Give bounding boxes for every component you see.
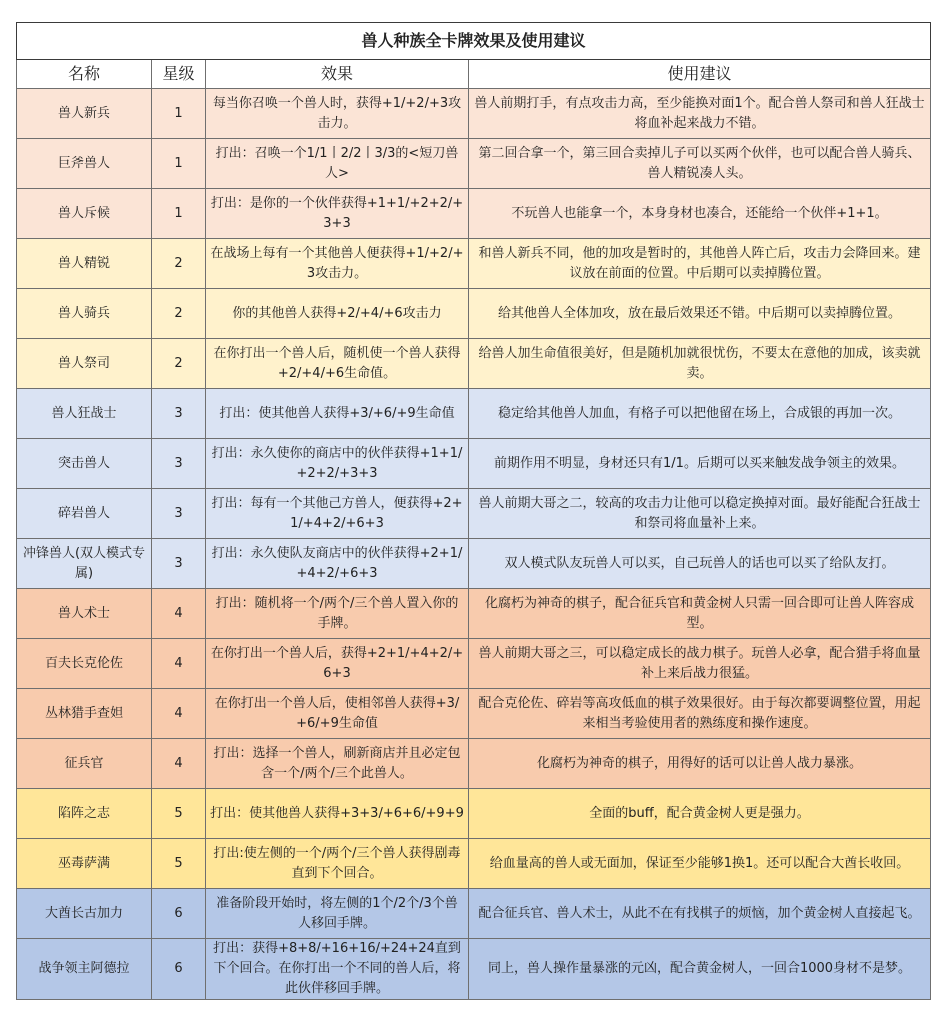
effect-cell: 打出:使左侧的一个/两个/三个兽人获得剧毒直到下个回合。 — [206, 839, 469, 889]
effect-cell: 在你打出一个兽人后，随机使一个兽人获得+2/+4/+6生命值。 — [206, 339, 469, 389]
star-cell: 3 — [152, 389, 206, 439]
effect-cell: 打出：选择一个兽人，刷新商店并且必定包含一个/两个/三个此兽人。 — [206, 739, 469, 789]
table-title: 兽人种族全卡牌效果及使用建议 — [17, 23, 931, 60]
star-cell: 1 — [152, 139, 206, 189]
effect-cell: 打出：永久使你的商店中的伙伴获得+1+1/+2+2/+3+3 — [206, 439, 469, 489]
card-table-container — [16, 22, 930, 1000]
card-name-cell: 兽人术士 — [17, 589, 152, 639]
table-row — [17, 189, 931, 239]
table-row — [17, 139, 931, 189]
header-row — [17, 60, 931, 89]
advice-cell: 双人模式队友玩兽人可以买，自己玩兽人的话也可以买了给队友打。 — [469, 539, 931, 589]
card-name-cell: 陷阵之志 — [17, 789, 152, 839]
header-effect: 效果 — [206, 60, 469, 89]
advice-cell: 同上，兽人操作量暴涨的元凶，配合黄金树人，一回合1000身材不是梦。 — [469, 939, 931, 1000]
card-name-cell: 冲锋兽人(双人模式专属) — [17, 539, 152, 589]
effect-cell: 准备阶段开始时，将左侧的1个/2个/3个兽人移回手牌。 — [206, 889, 469, 939]
header-name: 名称 — [17, 60, 152, 89]
card-name-cell: 征兵官 — [17, 739, 152, 789]
star-cell: 3 — [152, 539, 206, 589]
card-name-cell: 兽人祭司 — [17, 339, 152, 389]
card-name-cell: 兽人新兵 — [17, 89, 152, 139]
advice-cell: 给兽人加生命值很美好，但是随机加就很忧伤，不要太在意他的加成，该卖就卖。 — [469, 339, 931, 389]
effect-cell: 在战场上每有一个其他兽人便获得+1/+2/+3攻击力。 — [206, 239, 469, 289]
table-row — [17, 939, 931, 1000]
effect-cell: 打出：召唤一个1/1丨2/2丨3/3的<短刀兽人> — [206, 139, 469, 189]
star-cell: 2 — [152, 339, 206, 389]
orc-card-table — [16, 22, 931, 1000]
card-name-cell: 丛林猎手查妲 — [17, 689, 152, 739]
effect-cell: 在你打出一个兽人后，获得+2+1/+4+2/+6+3 — [206, 639, 469, 689]
advice-cell: 给其他兽人全体加攻，放在最后效果还不错。中后期可以卖掉腾位置。 — [469, 289, 931, 339]
table-row — [17, 589, 931, 639]
table-row — [17, 889, 931, 939]
advice-cell: 兽人前期大哥之三，可以稳定成长的战力棋子。玩兽人必拿，配合猎手将血量补上来后战力很猛。 — [469, 639, 931, 689]
card-name-cell: 百夫长克伦佐 — [17, 639, 152, 689]
table-row — [17, 739, 931, 789]
effect-cell: 打出：是你的一个伙伴获得+1+1/+2+2/+3+3 — [206, 189, 469, 239]
star-cell: 1 — [152, 89, 206, 139]
star-cell: 3 — [152, 439, 206, 489]
table-row — [17, 389, 931, 439]
card-name-cell: 碎岩兽人 — [17, 489, 152, 539]
advice-cell: 配合克伦佐、碎岩等高攻低血的棋子效果很好。由于每次都要调整位置，用起来相当考验使用者的熟练度和操作速度。 — [469, 689, 931, 739]
star-cell: 6 — [152, 939, 206, 1000]
advice-cell: 给血量高的兽人或无面加，保证至少能够1换1。还可以配合大酋长收回。 — [469, 839, 931, 889]
advice-cell: 兽人前期大哥之二，较高的攻击力让他可以稳定换掉对面。最好能配合狂战士和祭司将血量补上来。 — [469, 489, 931, 539]
advice-cell: 全面的buff，配合黄金树人更是强力。 — [469, 789, 931, 839]
table-row — [17, 339, 931, 389]
card-name-cell: 巫毒萨满 — [17, 839, 152, 889]
star-cell: 5 — [152, 839, 206, 889]
star-cell: 1 — [152, 189, 206, 239]
effect-cell: 打出：随机将一个/两个/三个兽人置入你的手牌。 — [206, 589, 469, 639]
advice-cell: 稳定给其他兽人加血，有格子可以把他留在场上，合成银的再加一次。 — [469, 389, 931, 439]
table-row — [17, 89, 931, 139]
table-row — [17, 789, 931, 839]
star-cell: 6 — [152, 889, 206, 939]
star-cell: 2 — [152, 239, 206, 289]
card-name-cell: 战争领主阿德拉 — [17, 939, 152, 1000]
advice-cell: 第二回合拿一个，第三回合卖掉儿子可以买两个伙伴，也可以配合兽人骑兵、兽人精锐凑人头。 — [469, 139, 931, 189]
card-name-cell: 兽人精锐 — [17, 239, 152, 289]
star-cell: 2 — [152, 289, 206, 339]
card-name-cell: 兽人斥候 — [17, 189, 152, 239]
star-cell: 4 — [152, 689, 206, 739]
table-row — [17, 489, 931, 539]
table-row — [17, 239, 931, 289]
table-row — [17, 689, 931, 739]
effect-cell: 打出：获得+8+8/+16+16/+24+24直到下个回合。在你打出一个不同的兽人后，将此伙伴移回手牌。 — [206, 939, 469, 1000]
card-name-cell: 兽人骑兵 — [17, 289, 152, 339]
star-cell: 4 — [152, 739, 206, 789]
effect-cell: 打出：使其他兽人获得+3/+6/+9生命值 — [206, 389, 469, 439]
star-cell: 4 — [152, 639, 206, 689]
advice-cell: 和兽人新兵不同，他的加攻是暂时的，其他兽人阵亡后，攻击力会降回来。建议放在前面的位置。中后期可以卖掉腾位置。 — [469, 239, 931, 289]
card-name-cell: 突击兽人 — [17, 439, 152, 489]
card-name-cell: 大酋长古加力 — [17, 889, 152, 939]
card-name-cell: 兽人狂战士 — [17, 389, 152, 439]
header-star: 星级 — [152, 60, 206, 89]
table-row — [17, 539, 931, 589]
table-row — [17, 439, 931, 489]
table-row — [17, 639, 931, 689]
star-cell: 3 — [152, 489, 206, 539]
advice-cell: 不玩兽人也能拿一个，本身身材也凑合，还能给一个伙伴+1+1。 — [469, 189, 931, 239]
header-advice: 使用建议 — [469, 60, 931, 89]
table-title-row — [17, 23, 931, 60]
table-row — [17, 289, 931, 339]
effect-cell: 在你打出一个兽人后，使相邻兽人获得+3/+6/+9生命值 — [206, 689, 469, 739]
advice-cell: 化腐朽为神奇的棋子，配合征兵官和黄金树人只需一回合即可让兽人阵容成型。 — [469, 589, 931, 639]
effect-cell: 打出：永久使队友商店中的伙伴获得+2+1/+4+2/+6+3 — [206, 539, 469, 589]
effect-cell: 每当你召唤一个兽人时，获得+1/+2/+3攻击力。 — [206, 89, 469, 139]
advice-cell: 前期作用不明显，身材还只有1/1。后期可以买来触发战争领主的效果。 — [469, 439, 931, 489]
effect-cell: 你的其他兽人获得+2/+4/+6攻击力 — [206, 289, 469, 339]
star-cell: 4 — [152, 589, 206, 639]
star-cell: 5 — [152, 789, 206, 839]
advice-cell: 化腐朽为神奇的棋子，用得好的话可以让兽人战力暴涨。 — [469, 739, 931, 789]
advice-cell: 兽人前期打手，有点攻击力高，至少能换对面1个。配合兽人祭司和兽人狂战士将血补起来战力不错。 — [469, 89, 931, 139]
table-row — [17, 839, 931, 889]
effect-cell: 打出：使其他兽人获得+3+3/+6+6/+9+9 — [206, 789, 469, 839]
advice-cell: 配合征兵官、兽人术士，从此不在有找棋子的烦恼，加个黄金树人直接起飞。 — [469, 889, 931, 939]
effect-cell: 打出：每有一个其他己方兽人，便获得+2+1/+4+2/+6+3 — [206, 489, 469, 539]
table-body — [17, 89, 931, 1000]
card-name-cell: 巨斧兽人 — [17, 139, 152, 189]
